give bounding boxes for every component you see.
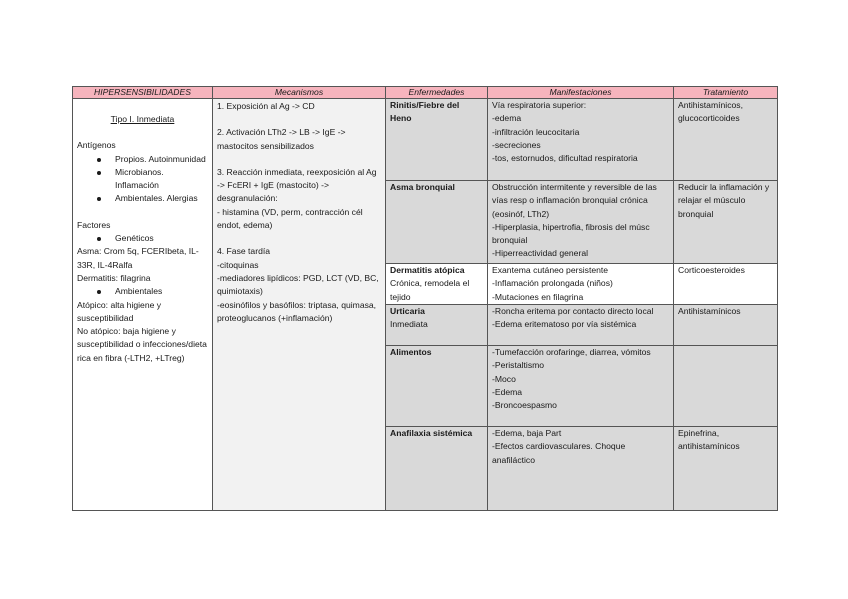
manifest-line: -Mutaciones en filagrina (492, 291, 584, 302)
disease-subtitle: Inmediata (390, 319, 428, 330)
mecanismo-step-3: 3. Reacción inmediata, reexposición al Ag -> FcERI + IgE (mastocito) -> desgranulación: (217, 166, 377, 204)
manifest-line: -tos, estornudos, dificultad respiratoria (492, 153, 638, 164)
treatment-cell: Reducir la inflamación y relajar el músculo bronquial (674, 181, 778, 264)
manifest-line: -Roncha eritema por contacto directo local (492, 306, 654, 316)
treatment-cell: Corticoesteroides (674, 264, 778, 305)
no-atopico-text: No atópico: baja higiene y susceptibilidad o infecciones/dieta rica en fibra (-LTH2, +LTreg) (77, 326, 207, 363)
manifest-line: -Edema eritematoso por vía sistémica (492, 319, 637, 330)
header-enfermedades: Enfermedades (386, 87, 488, 99)
antigenos-label: Antígenos (77, 140, 116, 151)
disease-cell (386, 427, 488, 511)
atopico-text: Atópico: alta higiene y susceptibilidad (77, 299, 162, 323)
hypersensitivity-table (72, 86, 778, 511)
manifest-line: -infiltración leucocitaria (492, 126, 580, 137)
asma-factor: Asma: Crom 5q, FCERIbeta, IL-33R, IL-4Ralfa (77, 246, 199, 270)
manifest-cell (488, 99, 674, 181)
manifest-line: Exantema cutáneo persistente (492, 265, 609, 275)
treatment-cell: Antihistamínicos (674, 305, 778, 346)
disease-name: Rinitis/Fiebre del Heno (390, 100, 460, 124)
mecanismo-step-4b: -mediadores lipídicos: PGD, LCT (VD, BC, quimiotaxis) (217, 272, 379, 297)
header-row (73, 87, 778, 99)
disease-name: Urticaria (390, 306, 425, 316)
dermatitis-factor: Dermatitis: filagrina (77, 272, 151, 283)
disease-cell (386, 181, 488, 264)
manifest-line: -Moco (492, 373, 516, 384)
manifest-cell (488, 264, 674, 305)
manifest-cell (488, 305, 674, 346)
manifest-line: -Hiperplasia, hipertrofia, fibrosis del músc bronquial (492, 221, 650, 246)
manifest-line: -Tumefacción orofaringe, diarrea, vómitos (492, 347, 651, 357)
header-manifestaciones: Manifestaciones (488, 87, 674, 99)
disease-name: Anafilaxia sistémica (390, 428, 473, 438)
treatment-cell: Epinefrina, antihistamínicos (674, 427, 778, 511)
manifest-cell (488, 346, 674, 427)
table-row (73, 99, 778, 181)
manifest-line: -secreciones (492, 139, 541, 150)
manifest-line: -Efectos cardiovasculares. Choque anafiláctico (492, 441, 626, 465)
tipo-cell (73, 99, 213, 511)
header-hipersensibilidades: HIPERSENSIBILIDADES (73, 87, 213, 99)
disease-name: Asma bronquial (390, 182, 455, 192)
header-tratamiento: Tratamiento (674, 87, 778, 99)
mecanismo-step-1: 1. Exposición al Ag -> CD (217, 101, 315, 111)
manifest-line: Vía respiratoria superior: (492, 100, 587, 110)
manifest-line: -Peristaltismo (492, 360, 545, 371)
list-item: Ambientales. Alergias (77, 192, 208, 205)
disease-cell (386, 99, 488, 181)
manifest-line: -Edema (492, 386, 523, 397)
list-item: Genéticos (77, 232, 208, 245)
mecanismo-step-3b: - histamina (VD, perm, contracción cél endot, edema) (217, 206, 363, 231)
manifest-line: -edema (492, 113, 522, 124)
mecanismo-step-4a: -citoquinas (217, 259, 259, 270)
treatment-cell: Antihistamínicos, glucocorticoides (674, 99, 778, 181)
list-item: Ambientales (77, 285, 208, 298)
disease-name: Alimentos (390, 347, 432, 357)
disease-name: Dermatitis atópica (390, 265, 465, 275)
header-mecanismos: Mecanismos (213, 87, 386, 99)
treatment-cell (674, 346, 778, 427)
tipo-title: Tipo I. Inmediata (110, 114, 175, 124)
disease-cell (386, 264, 488, 305)
mecanismos-cell (213, 99, 386, 511)
mecanismo-step-4c: -eosinófilos y basófilos: triptasa, quimasa, proteoglucanos (+inflamación) (217, 299, 377, 323)
manifest-line: Obstrucción intermitente y reversible de las vías resp o inflamación bronquial crónica (eosinóf, LTh2) (492, 182, 657, 219)
manifest-line: -Broncoespasmo (492, 400, 557, 411)
disease-cell (386, 305, 488, 346)
disease-subtitle: Crónica, remodela el tejido (390, 278, 470, 302)
manifest-line: -Edema, baja Part (492, 428, 562, 438)
manifest-cell (488, 181, 674, 264)
manifest-cell (488, 427, 674, 511)
manifest-line: -Hiperreactividad general (492, 248, 589, 259)
disease-cell (386, 346, 488, 427)
mecanismo-step-2: 2. Activación LTh2 -> LB -> IgE -> mastocitos sensibilizados (217, 127, 346, 151)
list-item: Propios. Autoinmunidad (77, 153, 208, 166)
factores-label: Factores (77, 219, 111, 230)
manifest-line: -Inflamación prolongada (niños) (492, 278, 613, 289)
list-item: Microbianos. Inflamación (77, 166, 208, 193)
mecanismo-step-4: 4. Fase tardía (217, 246, 271, 257)
